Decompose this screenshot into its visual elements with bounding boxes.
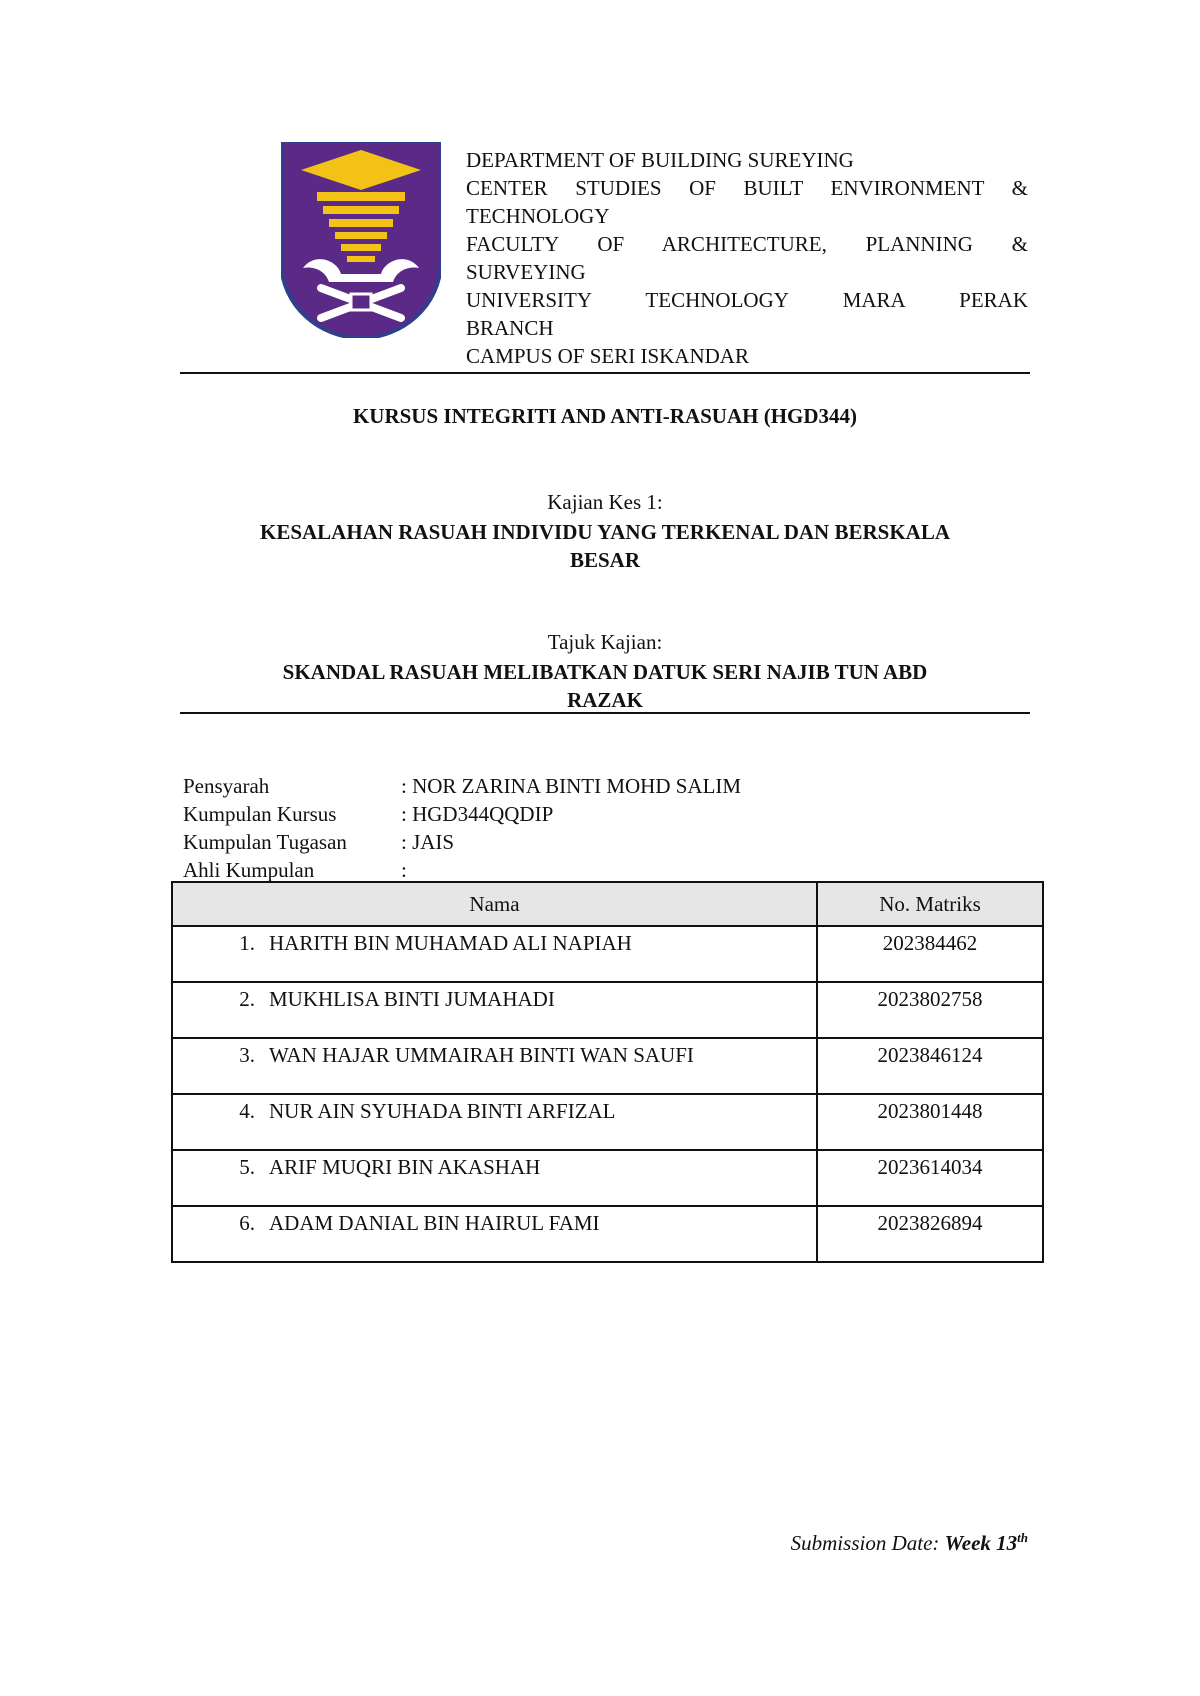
header-line: FACULTY OF ARCHITECTURE, PLANNING & bbox=[466, 232, 1028, 256]
table-row bbox=[172, 926, 1043, 982]
info-row-lecturer bbox=[183, 772, 741, 800]
row-number: 1. bbox=[239, 931, 255, 955]
submission-value: Week 13 bbox=[944, 1531, 1018, 1555]
info-row-task-group bbox=[183, 828, 741, 856]
info-label: Kumpulan Kursus bbox=[183, 802, 337, 826]
row-number: 5. bbox=[239, 1155, 255, 1179]
header-line: SURVEYING bbox=[466, 260, 586, 284]
matrix-number: 2023801448 bbox=[817, 1094, 1043, 1150]
row-number: 6. bbox=[239, 1211, 255, 1235]
member-name: MUKHLISA BINTI JUMAHADI bbox=[269, 987, 555, 1011]
member-name-cell bbox=[172, 1150, 817, 1206]
members-table bbox=[171, 881, 1044, 1263]
university-crest-icon bbox=[281, 142, 441, 338]
header-line: TECHNOLOGY bbox=[466, 204, 610, 228]
member-name: ARIF MUQRI BIN AKASHAH bbox=[269, 1155, 541, 1179]
member-name: HARITH BIN MUHAMAD ALI NAPIAH bbox=[269, 931, 632, 955]
header-line: UNIVERSITY TECHNOLOGY MARA PERAK bbox=[466, 288, 1028, 312]
row-number: 3. bbox=[239, 1043, 255, 1067]
group-info bbox=[183, 772, 741, 884]
row-number: 4. bbox=[239, 1099, 255, 1123]
member-name-cell bbox=[172, 1206, 817, 1262]
course-title: KURSUS INTEGRITI AND ANTI-RASUAH (HGD344) bbox=[352, 404, 858, 428]
submission-suffix: th bbox=[1017, 1530, 1028, 1545]
column-header-name: Nama bbox=[172, 882, 817, 926]
member-name: WAN HAJAR UMMAIRAH BINTI WAN SAUFI bbox=[269, 1043, 694, 1067]
case-study-title bbox=[180, 518, 1030, 574]
member-name-cell bbox=[172, 982, 817, 1038]
header-line: DEPARTMENT OF BUILDING SUREYING bbox=[466, 148, 854, 172]
row-number: 2. bbox=[239, 987, 255, 1011]
submission-label: Submission Date: bbox=[790, 1531, 940, 1555]
member-name-cell bbox=[172, 1094, 817, 1150]
study-topic-label: Tajuk Kajian: bbox=[547, 630, 663, 654]
header-line: BRANCH bbox=[466, 316, 554, 340]
column-header-matrix: No. Matriks bbox=[817, 882, 1043, 926]
member-name: ADAM DANIAL BIN HAIRUL FAMI bbox=[269, 1211, 600, 1235]
info-value: : HGD344QQDIP bbox=[401, 802, 554, 826]
info-value: : bbox=[401, 858, 407, 882]
info-row-members bbox=[183, 856, 741, 884]
table-row bbox=[172, 1094, 1043, 1150]
info-label: Pensyarah bbox=[183, 774, 270, 798]
matrix-number: 202384462 bbox=[817, 926, 1043, 982]
case-study-label: Kajian Kes 1: bbox=[547, 490, 663, 514]
submission-date bbox=[660, 1530, 1028, 1556]
member-name-cell bbox=[172, 1038, 817, 1094]
info-label: Ahli Kumpulan bbox=[183, 858, 315, 882]
info-value: : NOR ZARINA BINTI MOHD SALIM bbox=[401, 774, 742, 798]
table-row bbox=[172, 1206, 1043, 1262]
matrix-number: 2023846124 bbox=[817, 1038, 1043, 1094]
study-topic-title-line: SKANDAL RASUAH MELIBATKAN DATUK SERI NAJIB TUN ABD bbox=[282, 660, 928, 684]
study-topic-title bbox=[180, 658, 1030, 714]
member-name: NUR AIN SYUHADA BINTI ARFIZAL bbox=[269, 1099, 616, 1123]
header-line: CENTER STUDIES OF BUILT ENVIRONMENT & bbox=[466, 176, 1028, 200]
info-label: Kumpulan Tugasan bbox=[183, 830, 347, 854]
member-name-cell bbox=[172, 926, 817, 982]
header-line: CAMPUS OF SERI ISKANDAR bbox=[466, 344, 749, 368]
table-row bbox=[172, 1150, 1043, 1206]
table-header-row bbox=[172, 882, 1043, 926]
info-value: : JAIS bbox=[401, 830, 455, 854]
matrix-number: 2023826894 bbox=[817, 1206, 1043, 1262]
table-row bbox=[172, 1038, 1043, 1094]
case-study-title-line: KESALAHAN RASUAH INDIVIDU YANG TERKENAL DAN BERSKALA bbox=[259, 520, 951, 544]
matrix-number: 2023614034 bbox=[817, 1150, 1043, 1206]
title-divider bbox=[180, 712, 1030, 714]
institution-header bbox=[466, 146, 1028, 370]
study-topic-title-line: RAZAK bbox=[567, 688, 643, 712]
case-study-title-line: BESAR bbox=[569, 548, 641, 572]
table-row bbox=[172, 982, 1043, 1038]
info-row-course-group bbox=[183, 800, 741, 828]
header-divider bbox=[180, 372, 1030, 374]
matrix-number: 2023802758 bbox=[817, 982, 1043, 1038]
